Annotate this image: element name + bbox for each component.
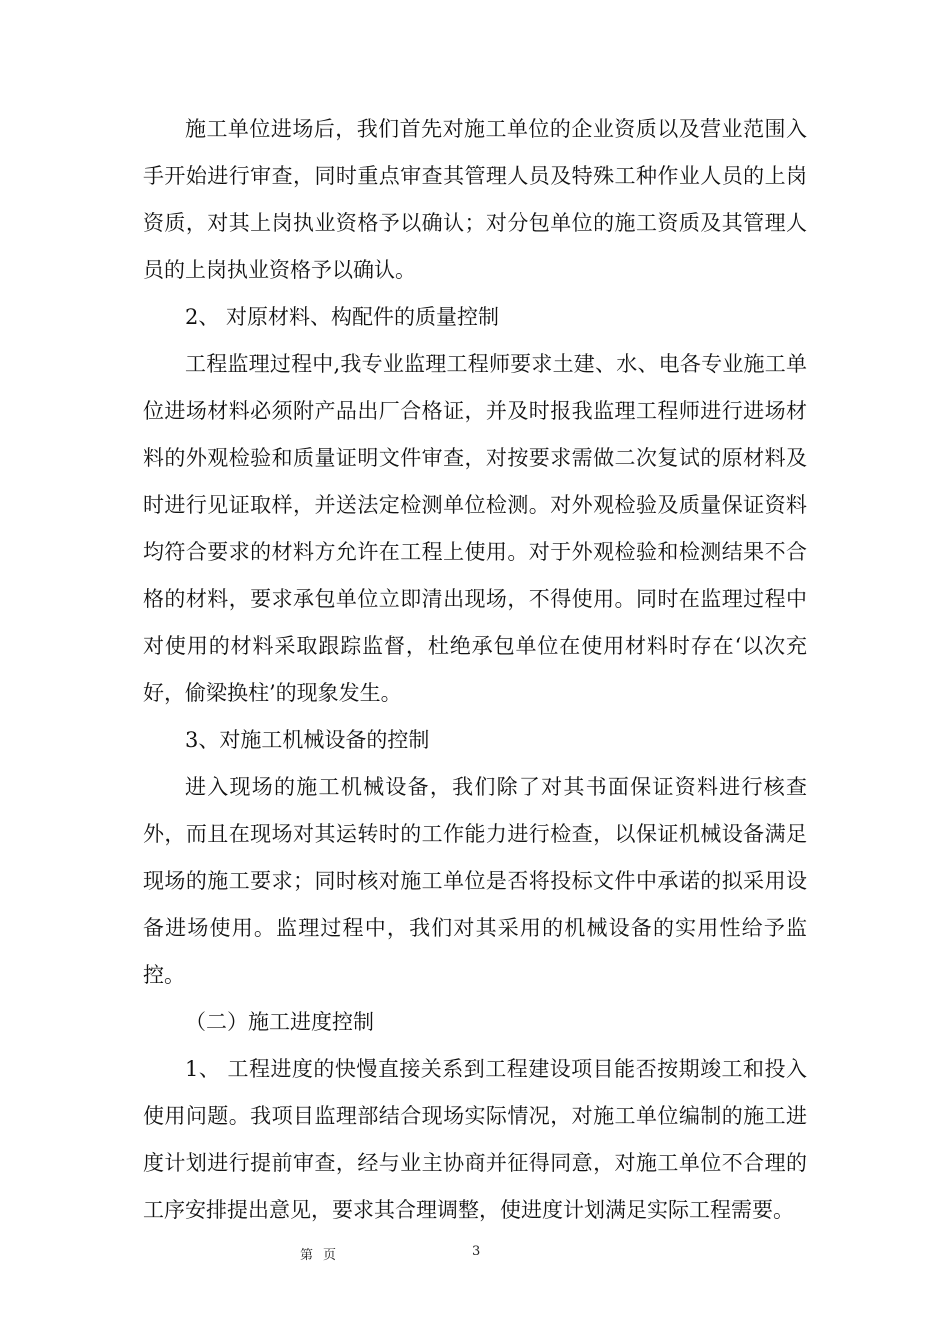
heading-schedule-control: （二）施工进度控制 [185,1010,374,1034]
heading-machinery-control: 3、对施工机械设备的控制 [185,728,430,752]
page-footer [0,1244,950,1274]
footer-page-number: 3 [472,1244,481,1259]
paragraph-machinery-control: 进入现场的施工机械设备，我们除了对其书面保证资料进行核查外，而且在现场对其运转时的工作能力进行检查，以保证机械设备满足现场的施工要求；同时核对施工单位是否将投标文件中承诺的拟采用设备进场使用。监理过程中，我们对其采用的机械设备的实用性给予监控。 [143,775,807,987]
paragraph-qualification-review: 施工单位进场后，我们首先对施工单位的企业资质以及营业范围入手开始进行审查，同时重点审查其管理人员及特殊工种作业人员的上岗资质，对其上岗执业资格予以确认；对分包单位的施工资质及其管理人员的上岗执业资格予以确认。 [143,117,807,282]
paragraph-schedule-control: 1、 工程进度的快慢直接关系到工程建设项目能否按期竣工和投入使用问题。我项目监理部结合现场实际情况，对施工单位编制的施工进度计划进行提前审查，经与业主协商并征得同意，对施工单位不合理的工序安排提出意见，要求其合理调整，使进度计划满足实际工程需要。 [143,1057,807,1222]
heading-material-quality-control: 2、 对原材料、构配件的质量控制 [185,305,500,329]
paragraph-material-control: 工程监理过程中,我专业监理工程师要求土建、水、电各专业施工单位进场材料必须附产品出厂合格证，并及时报我监理工程师进行进场材料的外观检验和质量证明文件审查，对按要求需做二次复试的原材料及时进行见证取样，并送法定检测单位检测。对外观检验及质量保证资料均符合要求的材料方允许在工程上使用。对于外观检验和检测结果不合格的材料，要求承包单位立即清出现场，不得使用。同时在监理过程中对使用的材料采取跟踪监督，杜绝承包单位在使用材料时存在‘以次充好，偷梁换柱’的现象发生。 [143,352,807,705]
footer-page-label: 第页 [300,1248,347,1263]
document-body [143,106,807,1234]
